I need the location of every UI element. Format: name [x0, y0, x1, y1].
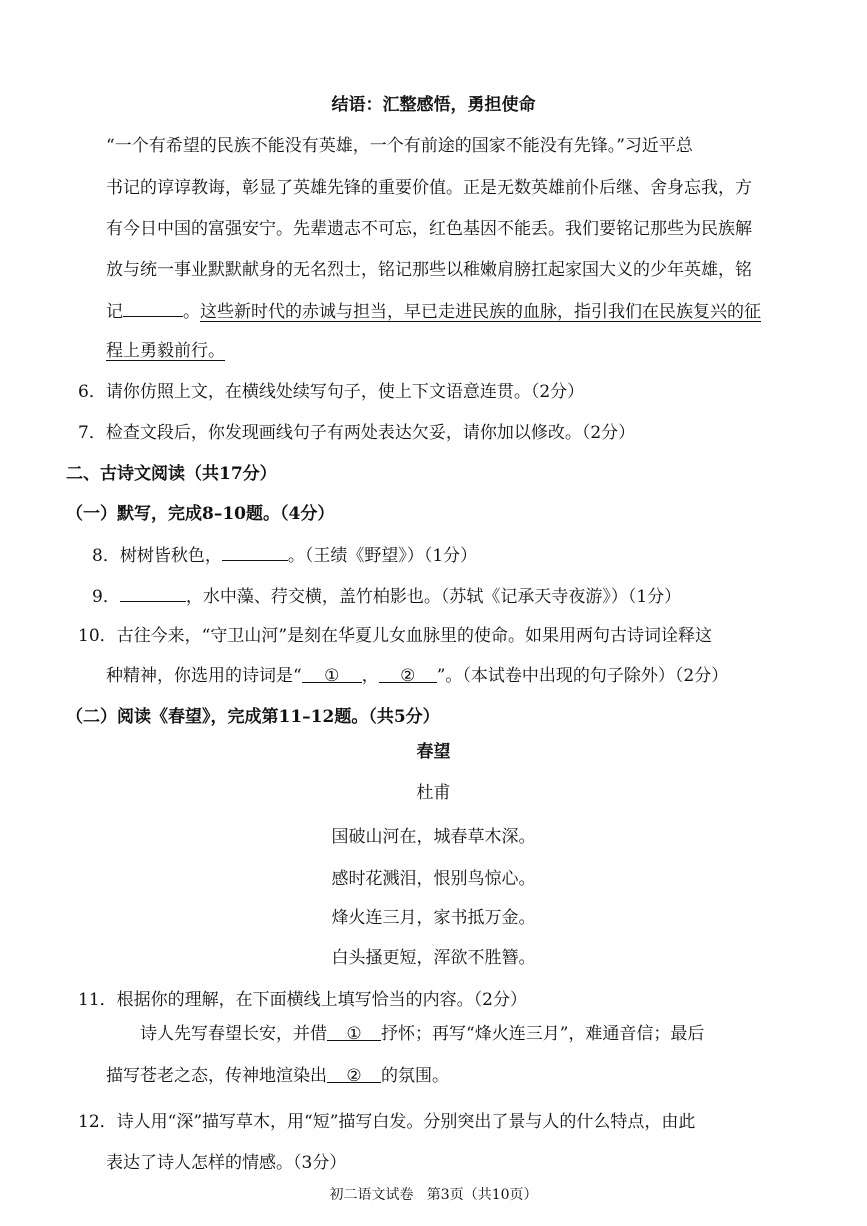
- paragraph-line: “一个有希望的民族不能没有英雄，一个有前途的国家不能没有先锋。”习近平总: [106, 136, 693, 156]
- question-11-line: [106, 1064, 449, 1088]
- question-text: 9．: [92, 587, 120, 607]
- fill-blank[interactable]: [120, 583, 186, 602]
- paragraph-line: 放与统一事业默默献身的无名烈士，铭记那些以稚嫩肩膀扛起家国大义的少年英雄，铭: [106, 260, 752, 280]
- subsection-heading: （二）阅读《春望》，完成第11–12题。（共5分）: [66, 707, 440, 727]
- part-heading: 二、古诗文阅读（共17分）: [66, 464, 277, 484]
- question-10-line: [106, 664, 728, 688]
- question-text: ”。（本试卷中出现的句子除外）（2分）: [436, 666, 729, 686]
- section-heading: 结语：汇整感悟，勇担使命: [331, 95, 536, 115]
- fill-blank[interactable]: [123, 298, 183, 317]
- question-text: 的氛围。: [381, 1066, 449, 1086]
- question-text: 种精神，你选用的诗词是“: [106, 666, 302, 686]
- question-6: 6．请你仿照上文，在横线处续写句子，使上下文语意连贯。（2分）: [78, 382, 585, 402]
- fill-blank[interactable]: [222, 542, 288, 561]
- paragraph-line: [106, 298, 761, 324]
- question-text: ，水中藻、荇交横，盖竹柏影也。（苏轼《记承天寺夜游》）（1分）: [185, 587, 682, 607]
- question-11: 11．根据你的理解，在下面横线上填写恰当的内容。（2分）: [78, 990, 527, 1010]
- question-text: 抒怀；再写“烽火连三月”，难通音信；最后: [381, 1024, 705, 1044]
- paragraph-line: 有今日中国的富强安宁。先辈遗志不可忘，红色基因不能丢。我们要铭记那些为民族解: [106, 219, 752, 239]
- page-footer: 初二语文试卷 第3页（共10页）: [329, 1187, 538, 1203]
- poem-author: 杜甫: [416, 783, 451, 803]
- blank-1[interactable]: ①: [302, 664, 362, 683]
- question-10: 10．古往今来，“守卫山河”是刻在华夏儿女血脉里的使命。如果用两句古诗词诠释这: [78, 626, 713, 646]
- paragraph-text: 。: [183, 302, 200, 322]
- question-text: ，: [361, 666, 379, 686]
- paragraph-text: 记: [106, 302, 123, 322]
- question-text: 诗人先写春望长安，并借: [140, 1024, 327, 1044]
- underlined-sentence: 这些新时代的赤诚与担当，早已走进民族的血脉，指引我们在民族复兴的征: [200, 302, 761, 322]
- question-text: 。（王绩《野望》）（1分）: [287, 546, 478, 566]
- paragraph-line: 书记的谆谆教诲，彰显了英雄先锋的重要价值。正是无数英雄前仆后继、舍身忘我，方: [106, 178, 752, 198]
- subsection-heading: （一）默写，完成8–10题。（4分）: [66, 504, 335, 524]
- blank-2[interactable]: ②: [327, 1064, 381, 1083]
- question-text: 描写苍老之态，传神地渲染出: [106, 1066, 327, 1086]
- blank-1[interactable]: ①: [327, 1022, 381, 1041]
- underlined-sentence: 程上勇毅前行。: [106, 341, 225, 361]
- question-8: [92, 542, 477, 568]
- poem-line: 感时花溅泪，恨别鸟惊心。: [331, 869, 536, 889]
- question-9: [92, 583, 681, 609]
- question-text: 8．树树皆秋色，: [92, 546, 222, 566]
- poem-line: 国破山河在，城春草木深。: [331, 827, 536, 847]
- poem-line: 白头搔更短，浑欲不胜簪。: [331, 948, 536, 968]
- question-12: 12．诗人用“深”描写草木，用“短”描写白发。分别突出了景与人的什么特点，由此: [78, 1112, 696, 1132]
- blank-2[interactable]: ②: [379, 664, 437, 683]
- poem-line: 烽火连三月，家书抵万金。: [331, 908, 536, 928]
- question-12-line: 表达了诗人怎样的情感。（3分）: [106, 1153, 347, 1173]
- question-11-line: [140, 1022, 704, 1046]
- poem-title: 春望: [416, 742, 451, 762]
- question-7: 7．检查文段后，你发现画线句子有两处表达欠妥，请你加以修改。（2分）: [78, 423, 636, 443]
